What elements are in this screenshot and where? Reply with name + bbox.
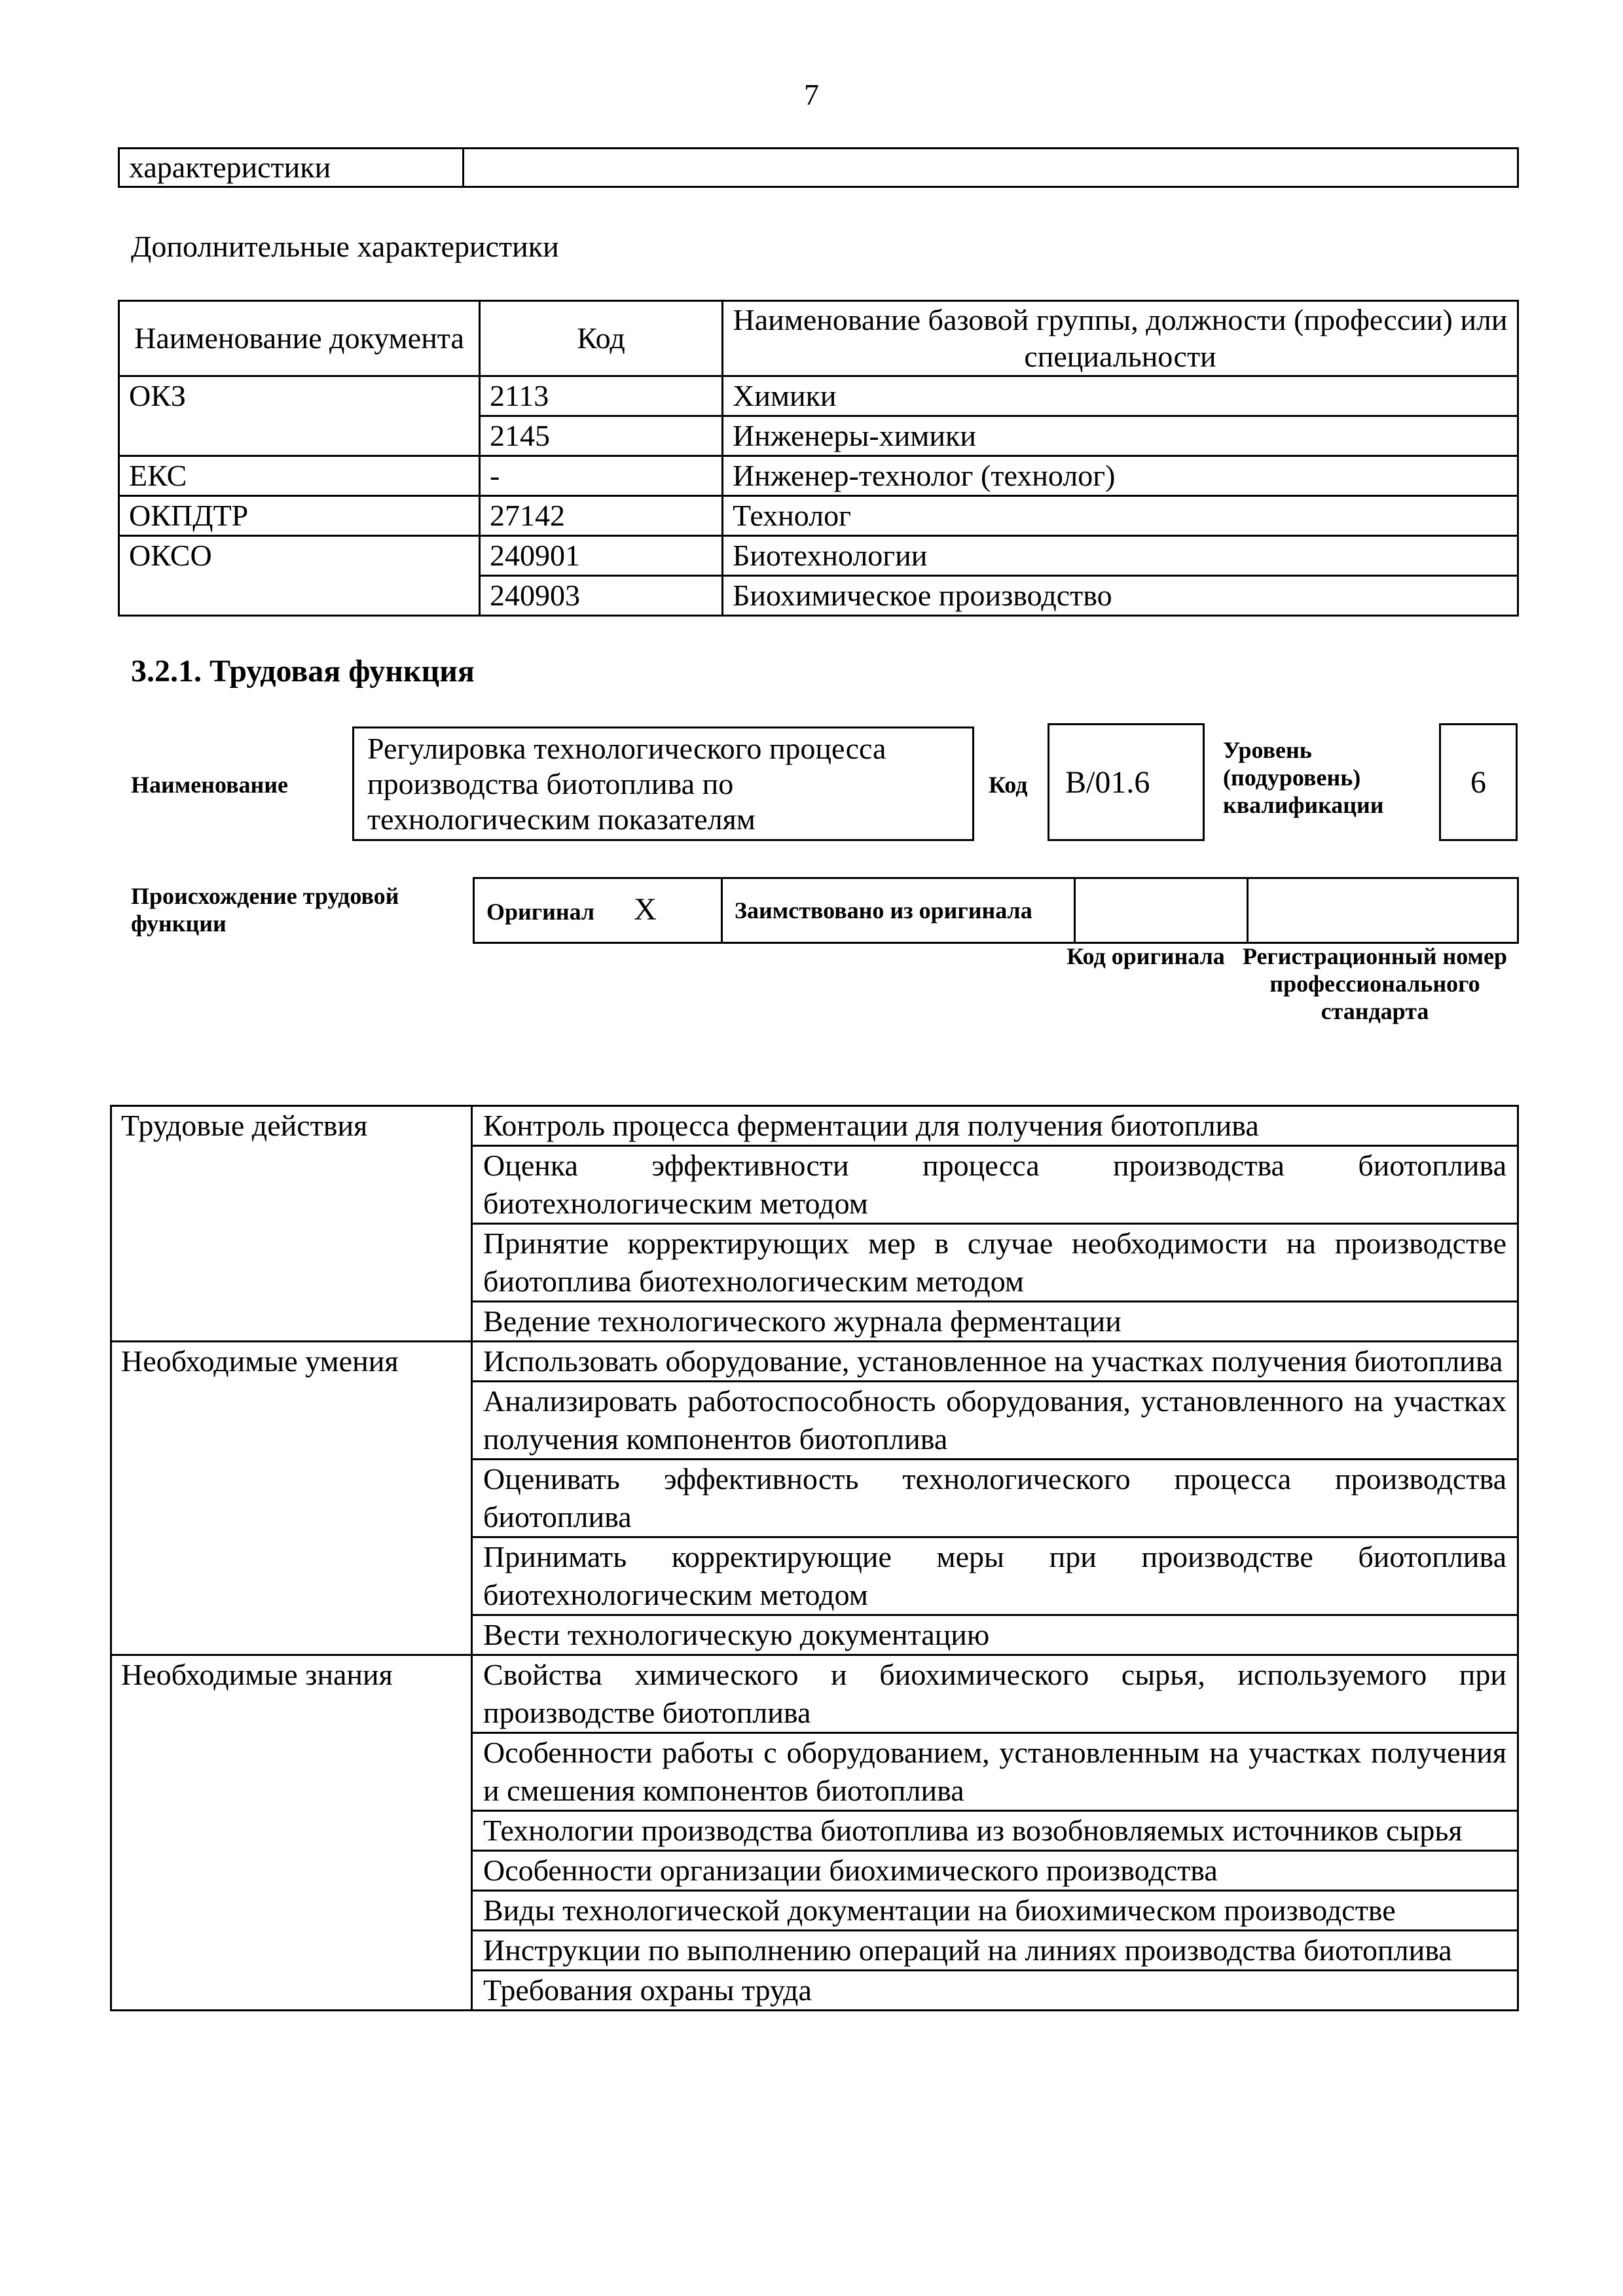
name-cell: Инженер-технолог (технолог) <box>723 456 1518 496</box>
table-row <box>111 1224 1518 1302</box>
table-row <box>111 1733 1518 1811</box>
table-row <box>119 416 1518 456</box>
header-group-name: Наименование базовой группы, должности (профессии) или специальности <box>723 301 1518 376</box>
table-row <box>111 1811 1518 1851</box>
registration-number-caption: Регистрационный номер профессионального стандарта <box>1242 943 1508 1024</box>
original-code-cell <box>1075 878 1248 943</box>
function-name-label: Наименование <box>131 772 288 798</box>
code-original-caption: Код оригинала <box>1067 943 1225 969</box>
skills-label: Необходимые умения <box>111 1342 472 1382</box>
table-row <box>111 1537 1518 1615</box>
table-row <box>111 1342 1518 1382</box>
function-code-box: B/01.6 <box>1048 723 1205 841</box>
skill-item: Вести технологическую документацию <box>472 1615 1518 1655</box>
table-row <box>119 496 1518 536</box>
qualification-level-label: Уровень (подуровень) квалификации <box>1223 737 1384 818</box>
knowledge-item: Особенности организации биохимического производства <box>472 1851 1518 1891</box>
table-row <box>111 1851 1518 1891</box>
qualification-level-box: 6 <box>1439 723 1518 841</box>
code-cell: 2145 <box>480 416 723 456</box>
table-row <box>111 1302 1518 1342</box>
additional-characteristics-table <box>118 300 1519 617</box>
action-item: Ведение технологического журнала ферментации <box>472 1302 1518 1342</box>
doc-cell: ОКЗ <box>119 376 480 416</box>
code-cell: 27142 <box>480 496 723 536</box>
characteristics-value <box>464 149 1518 187</box>
borrowed-label: Заимствовано из оригинала <box>722 878 1075 943</box>
table-header-row <box>119 301 1518 376</box>
table-row <box>119 576 1518 616</box>
additional-characteristics-heading: Дополнительные характеристики <box>131 230 559 263</box>
skill-item: Оценивать эффективность технологического процесса производства биотоплива <box>472 1460 1518 1537</box>
code-cell: - <box>480 456 723 496</box>
origin-label: Происхождение трудовой функции <box>131 883 399 937</box>
action-item: Принятие корректирующих мер в случае необходимости на производстве биотоплива биотехнологическим методом <box>472 1224 1518 1302</box>
table-row <box>111 1655 1518 1733</box>
table-row <box>111 1146 1518 1224</box>
code-cell: 240901 <box>480 536 723 576</box>
table-row <box>111 1615 1518 1655</box>
characteristics-table <box>118 147 1519 188</box>
action-item: Оценка эффективности процесса производства биотоплива биотехнологическим методом <box>472 1146 1518 1224</box>
origin-table <box>473 877 1519 944</box>
header-code: Код <box>480 301 723 376</box>
name-cell: Биотехнологии <box>723 536 1518 576</box>
table-row <box>119 456 1518 496</box>
table-row <box>119 536 1518 576</box>
code-cell: 240903 <box>480 576 723 616</box>
name-cell: Инженеры-химики <box>723 416 1518 456</box>
name-cell: Биохимическое производство <box>723 576 1518 616</box>
table-row <box>111 1382 1518 1460</box>
original-mark: X <box>634 891 657 927</box>
knowledge-item: Особенности работы с оборудованием, установленным на участках получения и смешения компонентов биотоплива <box>472 1733 1518 1811</box>
table-row <box>111 1931 1518 1971</box>
page-number: 7 <box>804 78 819 111</box>
knowledge-item: Свойства химического и биохимического сырья, используемого при производстве биотоплива <box>472 1655 1518 1733</box>
original-cell <box>474 878 722 943</box>
code-cell: 2113 <box>480 376 723 416</box>
knowledge-label: Необходимые знания <box>111 1655 472 1733</box>
table-row <box>119 376 1518 416</box>
table-row <box>111 1891 1518 1931</box>
name-cell: Технолог <box>723 496 1518 536</box>
name-cell: Химики <box>723 376 1518 416</box>
table-row <box>111 1460 1518 1537</box>
knowledge-item: Инструкции по выполнению операций на линиях производства биотоплива <box>472 1931 1518 1971</box>
function-code-label: Код <box>989 772 1028 798</box>
section-heading: 3.2.1. Трудовая функция <box>131 654 475 689</box>
registration-number-cell <box>1248 878 1518 943</box>
characteristics-label: характеристики <box>119 149 464 187</box>
doc-cell: ОКСО <box>119 536 480 576</box>
table-row <box>111 1106 1518 1146</box>
doc-cell: ОКПДТР <box>119 496 480 536</box>
skill-item: Использовать оборудование, установленное на участках получения биотоплива <box>472 1342 1518 1382</box>
labor-function-details-table <box>110 1105 1519 2011</box>
skill-item: Анализировать работоспособность оборудования, установленного на участках получения компонентов биотоплива <box>472 1382 1518 1460</box>
skill-item: Принимать корректирующие меры при производстве биотоплива биотехнологическим методом <box>472 1537 1518 1615</box>
knowledge-item: Требования охраны труда <box>472 1971 1518 2011</box>
table-row <box>111 1971 1518 2011</box>
action-item: Контроль процесса ферментации для получения биотоплива <box>472 1106 1518 1146</box>
actions-label: Трудовые действия <box>111 1106 472 1146</box>
original-label: Оригинал <box>486 898 595 925</box>
knowledge-item: Технологии производства биотоплива из возобновляемых источников сырья <box>472 1811 1518 1851</box>
doc-cell <box>119 576 480 616</box>
header-doc-name: Наименование документа <box>119 301 480 376</box>
knowledge-item: Виды технологической документации на биохимическом производстве <box>472 1891 1518 1931</box>
doc-cell: ЕКС <box>119 456 480 496</box>
function-name-box: Регулировка технологического процесса производства биотоплива по технологическим показателям <box>352 726 974 841</box>
doc-cell <box>119 416 480 456</box>
